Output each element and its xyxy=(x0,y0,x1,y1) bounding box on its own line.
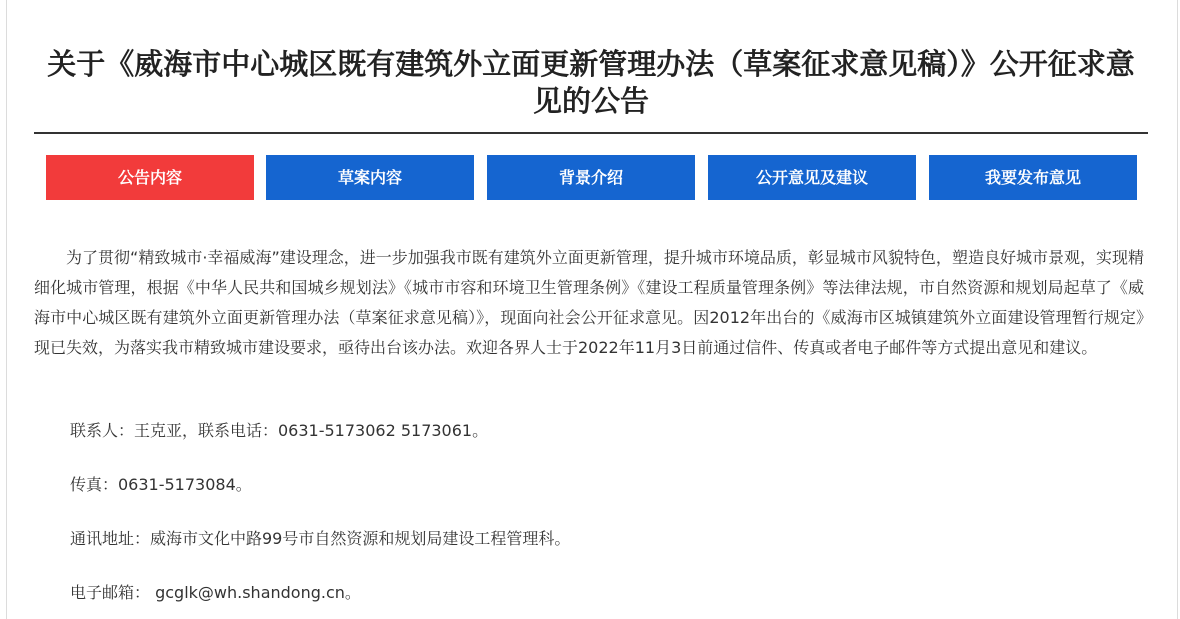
fax-line: 传真：0631-5173084。 xyxy=(70,475,252,494)
page-title: 关于《威海市中心城区既有建筑外立面更新管理办法（草案征求意见稿）》公开征求意见的公告 xyxy=(47,47,1135,118)
tab-submit-opinion[interactable]: 我要发布意见 xyxy=(929,155,1137,200)
tab-background[interactable]: 背景介绍 xyxy=(487,155,695,200)
contact-line: 联系人：王克亚，联系电话：0631-5173062 5173061。 xyxy=(70,421,489,440)
email-line[interactable]: 电子邮箱： gcglk@wh.shandong.cn。 xyxy=(70,583,361,602)
tab-public-opinions[interactable]: 公开意见及建议 xyxy=(708,155,916,200)
announcement-body xyxy=(34,243,1144,602)
intro-paragraph: 为了贯彻“精致城市·幸福威海”建设理念，进一步加强我市既有建筑外立面更新管理，提升城市环境品质，彰显城市风貌特色，塑造良好城市景观，实现精细化城市管理，根据《中华人民共和国城乡规划法》《城市市容和环境卫生管理条例》《建设工程质量管理条例》等法律法规，市自然资源和规划局起草了《威海市中心城区既有建筑外立面更新管理办法（草案征求意见稿）》，现面向社会公开征求意见。因2012年出台的《威海市区城镇建筑外立面建设管理暂行规定》现已失效，为落实我市精致城市建设要求，亟待出台该办法。欢迎各界人士于2022年11月3日前通过信件、传真或者电子邮件等方式提出意见和建议。 xyxy=(34,248,1144,357)
tab-draft[interactable]: 草案内容 xyxy=(266,155,474,200)
tab-bar xyxy=(46,155,1138,200)
address-line: 通讯地址：威海市文化中路99号市自然资源和规划局建设工程管理科。 xyxy=(70,529,571,548)
title-divider xyxy=(34,132,1148,134)
tab-announcement[interactable]: 公告内容 xyxy=(46,155,254,200)
